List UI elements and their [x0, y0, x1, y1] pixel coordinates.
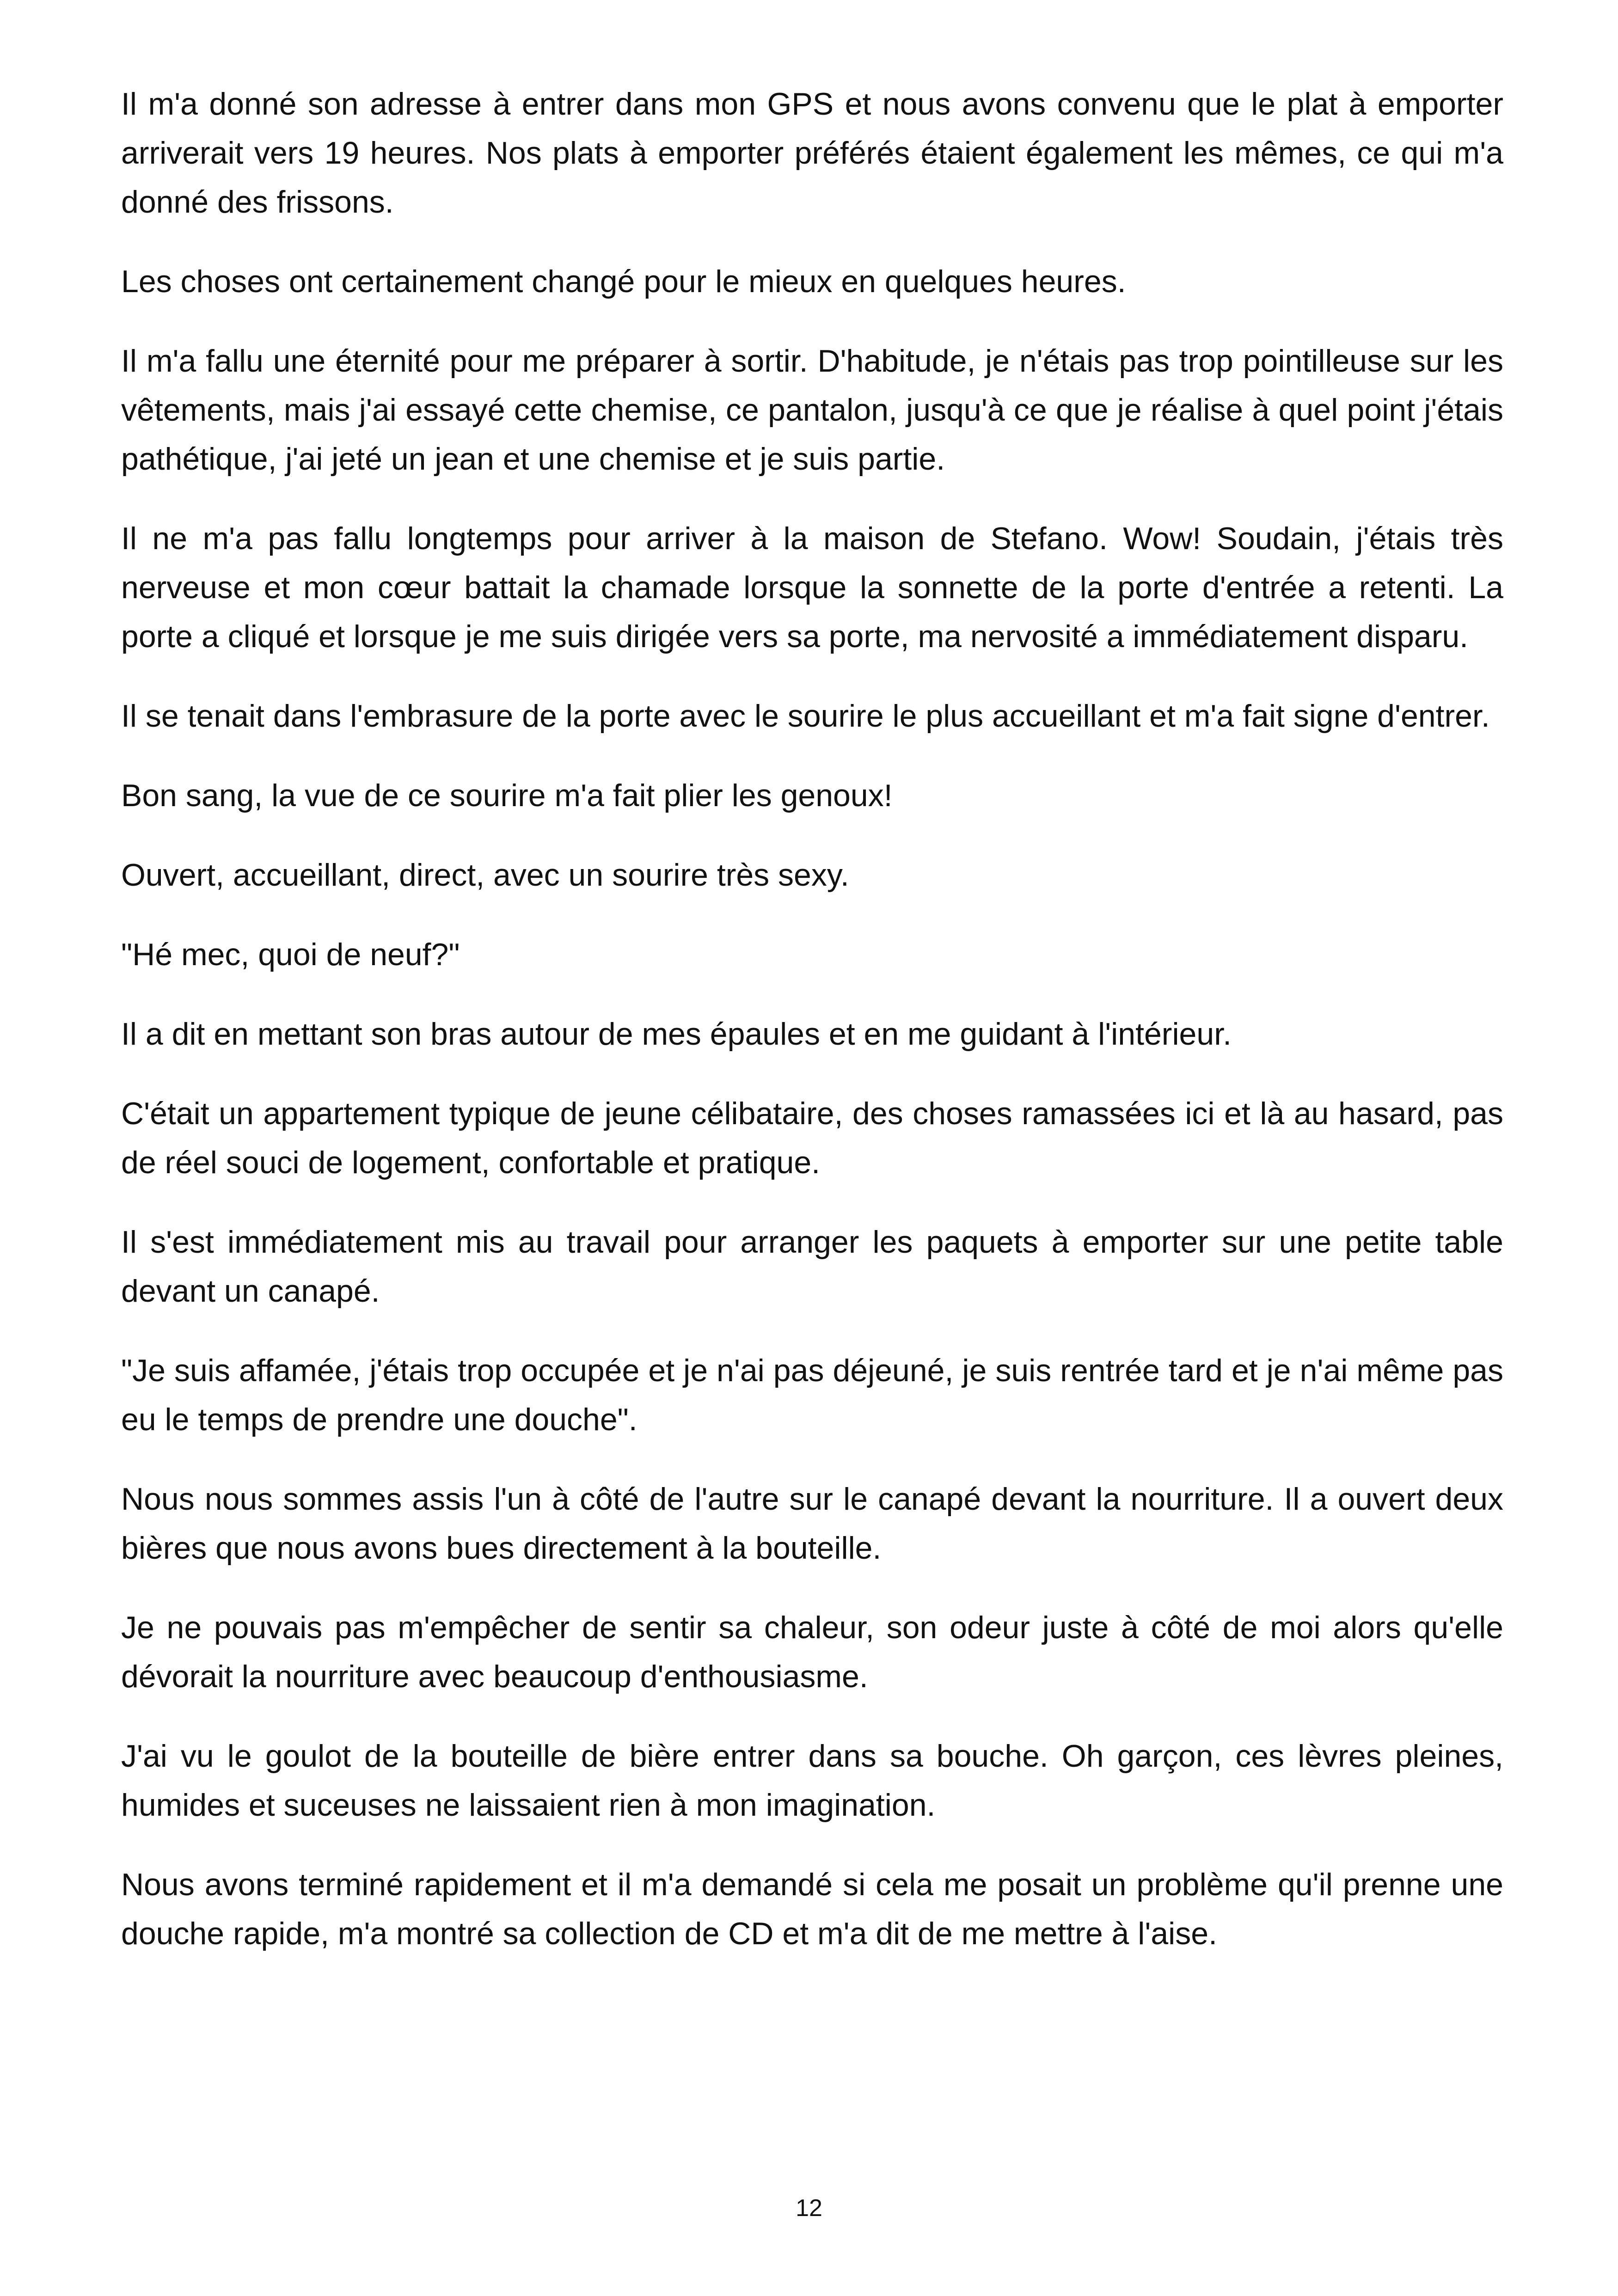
paragraph: Il m'a fallu une éternité pour me préparer à sortir. D'habitude, je n'étais pas trop pointilleuse sur les vêtements, mais j'ai essayé cette chemise, ce pantalon, jusqu'à ce que je réalise à quel point j'étais pathétique, j'ai jeté un jean et une chemise et je suis partie. [121, 343, 1503, 477]
paragraph: Il s'est immédiatement mis au travail pour arranger les paquets à emporter sur une petite table devant un canapé. [121, 1225, 1503, 1309]
paragraph: Je ne pouvais pas m'empêcher de sentir sa chaleur, son odeur juste à côté de moi alors qu'elle dévorait la nourriture avec beaucoup d'enthousiasme. [121, 1610, 1503, 1694]
paragraph: Nous avons terminé rapidement et il m'a demandé si cela me posait un problème qu'il prenne une douche rapide, m'a montré sa collection de CD et m'a dit de me mettre à l'aise. [121, 1867, 1503, 1951]
page-number: 12 [796, 2195, 822, 2222]
paragraph: Les choses ont certainement changé pour le mieux en quelques heures. [121, 264, 1126, 299]
paragraph: Il m'a donné son adresse à entrer dans mon GPS et nous avons convenu que le plat à emporter arriverait vers 19 heures. Nos plats à emporter préférés étaient également les mêmes, ce qui m'a donné des frissons. [121, 86, 1503, 220]
paragraph: "Hé mec, quoi de neuf?" [121, 937, 460, 972]
paragraph: "Je suis affamée, j'étais trop occupée et je n'ai pas déjeuné, je suis rentrée tard et je n'ai même pas eu le temps de prendre une douche". [121, 1353, 1503, 1437]
body-text [121, 80, 1503, 1989]
paragraph: C'était un appartement typique de jeune célibataire, des choses ramassées ici et là au hasard, pas de réel souci de logement, confortable et pratique. [121, 1096, 1503, 1180]
paragraph: Il ne m'a pas fallu longtemps pour arriver à la maison de Stefano. Wow! Soudain, j'étais très nerveuse et mon cœur battait la chamade lorsque la sonnette de la porte d'entrée a retenti. La porte a cliqué et lorsque je me suis dirigée vers sa porte, ma nervosité a immédiatement disparu. [121, 521, 1503, 654]
paragraph: Nous nous sommes assis l'un à côté de l'autre sur le canapé devant la nourriture. Il a ouvert deux bières que nous avons bues directement à la bouteille. [121, 1482, 1503, 1566]
paragraph: Bon sang, la vue de ce sourire m'a fait plier les genoux! [121, 778, 893, 813]
paragraph: Il a dit en mettant son bras autour de mes épaules et en me guidant à l'intérieur. [121, 1016, 1232, 1052]
paragraph: Il se tenait dans l'embrasure de la porte avec le sourire le plus accueillant et m'a fait signe d'entrer. [121, 698, 1490, 734]
paragraph: J'ai vu le goulot de la bouteille de bière entrer dans sa bouche. Oh garçon, ces lèvres pleines, humides et suceuses ne laissaient rien à mon imagination. [121, 1739, 1503, 1823]
paragraph: Ouvert, accueillant, direct, avec un sourire très sexy. [121, 857, 849, 893]
